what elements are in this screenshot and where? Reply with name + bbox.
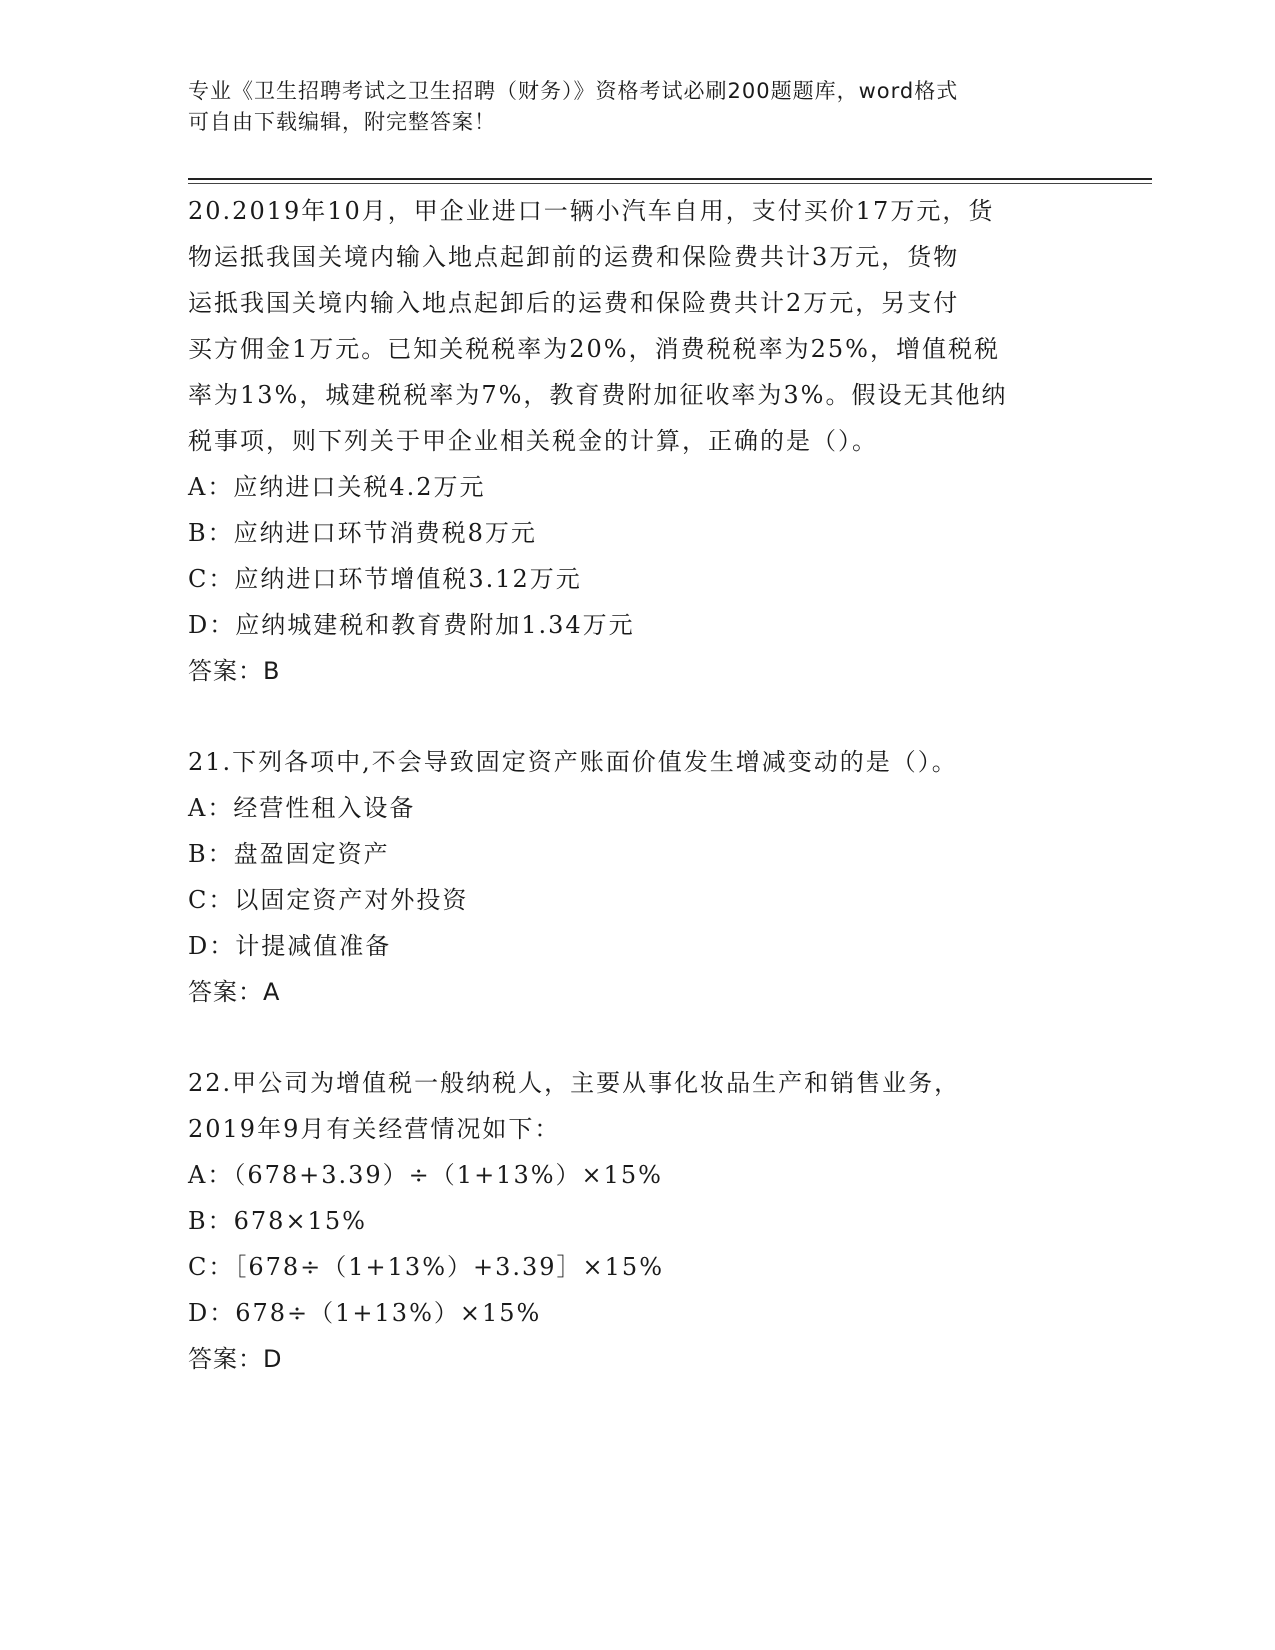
option-d: D：应纳城建税和教育费附加1.34万元: [188, 611, 635, 639]
answer-line: 答案：A: [188, 978, 281, 1006]
question-stem-line: 2019年9月有关经营情况如下：: [188, 1115, 561, 1143]
option-b: B：盘盈固定资产: [188, 840, 390, 868]
header-divider-thin: [188, 183, 1152, 184]
document-header: [188, 76, 1088, 138]
header-title-line-1: 专业《卫生招聘考试之卫生招聘（财务）》资格考试必刷200题题库，word格式: [188, 79, 959, 103]
question-21: [188, 739, 1088, 1015]
answer-line: 答案：D: [188, 1345, 283, 1373]
option-c: C：以固定资产对外投资: [188, 886, 469, 914]
question-stem-line: 买方佣金1万元。已知关税税率为20%，消费税税率为25%，增值税税: [188, 335, 1000, 363]
option-d: D：计提减值准备: [188, 932, 392, 960]
question-stem-line: 物运抵我国关境内输入地点起卸前的运费和保险费共计3万元，货物: [188, 243, 960, 271]
option-b: B：应纳进口环节消费税8万元: [188, 519, 537, 547]
question-stem-line: 税事项，则下列关于甲企业相关税金的计算，正确的是（）。: [188, 427, 878, 455]
option-a: A：经营性租入设备: [188, 794, 416, 822]
option-c: C：应纳进口环节增值税3.12万元: [188, 565, 582, 593]
question-20: [188, 188, 1088, 694]
option-a: A：应纳进口关税4.2万元: [188, 473, 486, 501]
question-spacer: [188, 1015, 1088, 1060]
option-d: D：678÷（1+13%）×15%: [188, 1299, 542, 1327]
question-stem-line: 22.甲公司为增值税一般纳税人，主要从事化妆品生产和销售业务，: [188, 1069, 961, 1097]
question-stem-line: 21.下列各项中,不会导致固定资产账面价值发生增减变动的是（）。: [188, 748, 958, 776]
question-list: [188, 188, 1088, 1382]
question-22: [188, 1060, 1088, 1382]
question-stem-line: 运抵我国关境内输入地点起卸后的运费和保险费共计2万元，另支付: [188, 289, 960, 317]
question-stem-line: 率为13%，城建税税率为7%，教育费附加征收率为3%。假设无其他纳: [188, 381, 1008, 409]
option-b: B：678×15%: [188, 1207, 367, 1235]
header-divider-thick: [188, 178, 1152, 180]
answer-line: 答案：B: [188, 657, 281, 685]
header-title-line-2: 可自由下载编辑，附完整答案！: [188, 110, 496, 134]
question-stem-line: 20.2019年10月，甲企业进口一辆小汽车自用，支付买价17万元，货: [188, 197, 995, 225]
option-a: A：（678+3.39）÷（1+13%）×15%: [188, 1161, 663, 1189]
option-c: C：［678÷（1+13%）+3.39］×15%: [188, 1253, 665, 1281]
question-spacer: [188, 694, 1088, 739]
